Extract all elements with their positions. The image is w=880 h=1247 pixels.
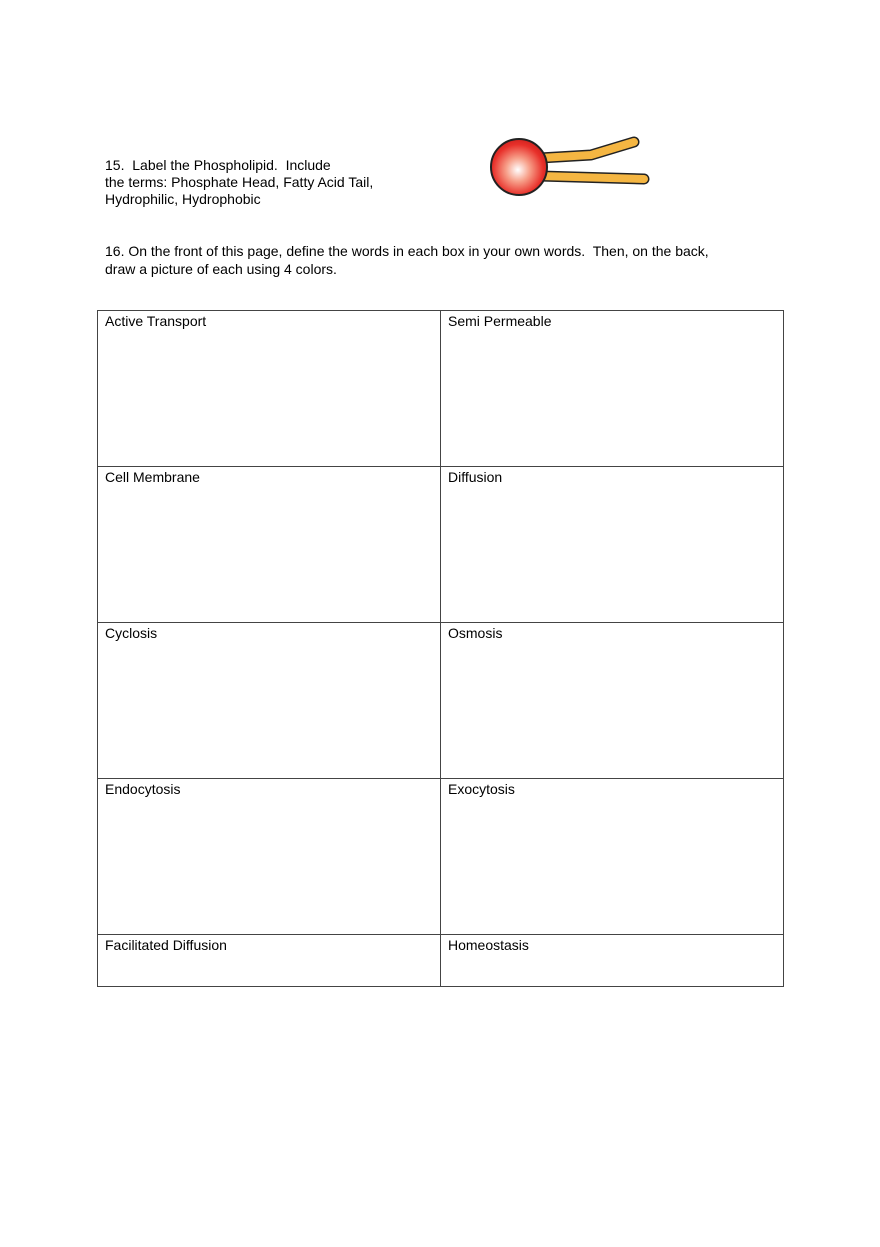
term-cell-endocytosis[interactable]: Endocytosis xyxy=(98,779,441,935)
question-16-line-1: 16. On the front of this page, define the words in each box in your own words. Then, on the back, xyxy=(105,243,709,259)
table-row xyxy=(98,467,784,623)
question-16 xyxy=(105,242,785,278)
term-cell-semi-permeable[interactable]: Semi Permeable xyxy=(441,311,784,467)
term-cell-osmosis[interactable]: Osmosis xyxy=(441,623,784,779)
question-16-line-2: draw a picture of each using 4 colors. xyxy=(105,261,337,277)
table-row xyxy=(98,623,784,779)
term-cell-cyclosis[interactable]: Cyclosis xyxy=(98,623,441,779)
term-cell-active-transport[interactable]: Active Transport xyxy=(98,311,441,467)
question-15-line-3: Hydrophilic, Hydrophobic xyxy=(105,191,261,207)
phosphate-head xyxy=(491,139,547,195)
question-15-line-1: 15. Label the Phospholipid. Include xyxy=(105,157,331,173)
question-15 xyxy=(105,157,373,208)
term-cell-diffusion[interactable]: Diffusion xyxy=(441,467,784,623)
fatty-acid-tail-lower xyxy=(540,176,644,179)
term-cell-cell-membrane[interactable]: Cell Membrane xyxy=(98,467,441,623)
fatty-acid-tail-upper xyxy=(540,142,634,158)
terms-table xyxy=(97,310,784,987)
table-row xyxy=(98,311,784,467)
term-cell-homeostasis[interactable]: Homeostasis xyxy=(441,935,784,987)
table-row xyxy=(98,935,784,987)
table-row xyxy=(98,779,784,935)
term-cell-facilitated-diffusion[interactable]: Facilitated Diffusion xyxy=(98,935,441,987)
term-cell-exocytosis[interactable]: Exocytosis xyxy=(441,779,784,935)
question-15-line-2: the terms: Phosphate Head, Fatty Acid Tail, xyxy=(105,174,374,190)
phospholipid-illustration xyxy=(488,134,658,202)
